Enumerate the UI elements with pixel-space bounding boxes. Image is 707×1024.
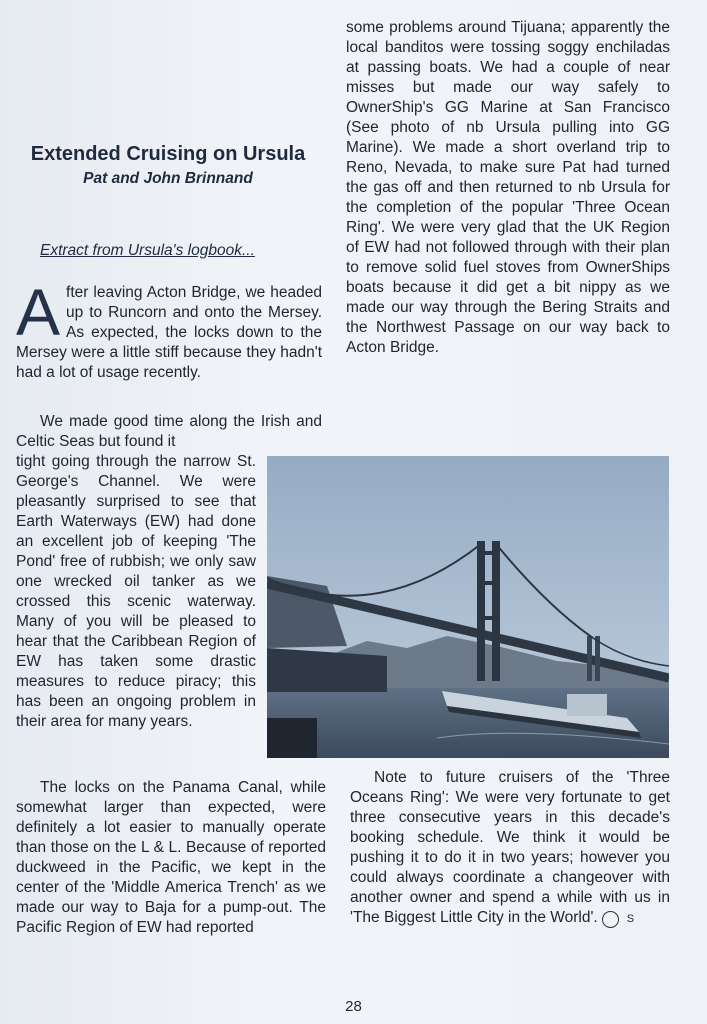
article-title: Extended Cruising on Ursula <box>30 143 306 165</box>
golden-gate-bridge-photo <box>267 456 669 758</box>
page-number: 28 <box>345 998 362 1015</box>
end-mark-icon: S <box>602 911 619 928</box>
paragraph-1 <box>16 275 322 383</box>
article-authors: Pat and John Brinnand <box>83 170 253 187</box>
paragraph-1-text: fter leaving Acton Bridge, we headed up to Runcorn and onto the Mersey. As expected, the locks down to the Mersey were a little stiff because they hadn't had a lot of usage recently. <box>16 284 322 381</box>
right-column-paragraph-2 <box>350 768 670 928</box>
right-column-paragraph-1: some problems around Tijuana; apparently the local banditos were tossing soggy enchiladas at passing boats. We had a couple of near misses but made our way safely to OwnerShip's GG Marine at San Francisco (See photo of nb Ursula pulling into GG Marine). We made a short overland trip to Reno, Nevada, to make sure Pat had turned the gas off and then returned to nb Ursula for the completion of the popular 'Three Ocean Ring'. We were very glad that the UK Region of EW had not followed through with their plan to remove solid fuel stoves from OwnerShips boats because it did get a bit nippy as we made our way through the Bering Straits and the Northwest Passage on our way back to Acton Bridge. <box>346 19 670 356</box>
article-heading <box>18 140 318 188</box>
closing-note-text: Note to future cruisers of the 'Three Oceans Ring': We were very fortunate to get three consecutive years in this decade's booking schedule. We think it would be pushing it to do it in two years; however you could always coordinate a changeover with another owner and spend a while with us in 'The Biggest Little City in the World'. <box>350 769 670 926</box>
paragraph-3: The locks on the Panama Canal, while somewhat larger than expected, were definitely a lot easier to manually operate than those on the L & L. Because of reported duckweed in the Pacific, we kept in the center of the 'Middle America Trench' as we made our way to Baja for a pump-out. The Pacific Region of EW had reported <box>16 779 326 936</box>
paragraph-2-continued: tight going through the narrow St. George's Channel. We were pleasantly surprised to see that Earth Waterways (EW) had done an excellent job of keeping 'The Pond' free of rubbish; we only saw one wrecked oil tanker as we crossed this scenic waterway. Many of you will be pleased to hear that the Caribbean Region of EW has taken some drastic measures to reduce piracy; this has been an ongoing problem in their area for many years. <box>16 453 256 730</box>
extract-label: Extract from Ursula's logbook... <box>40 242 255 259</box>
paragraph-2-start: We made good time along the Irish and Celtic Seas but found it <box>16 413 322 450</box>
drop-cap: A <box>16 275 61 349</box>
